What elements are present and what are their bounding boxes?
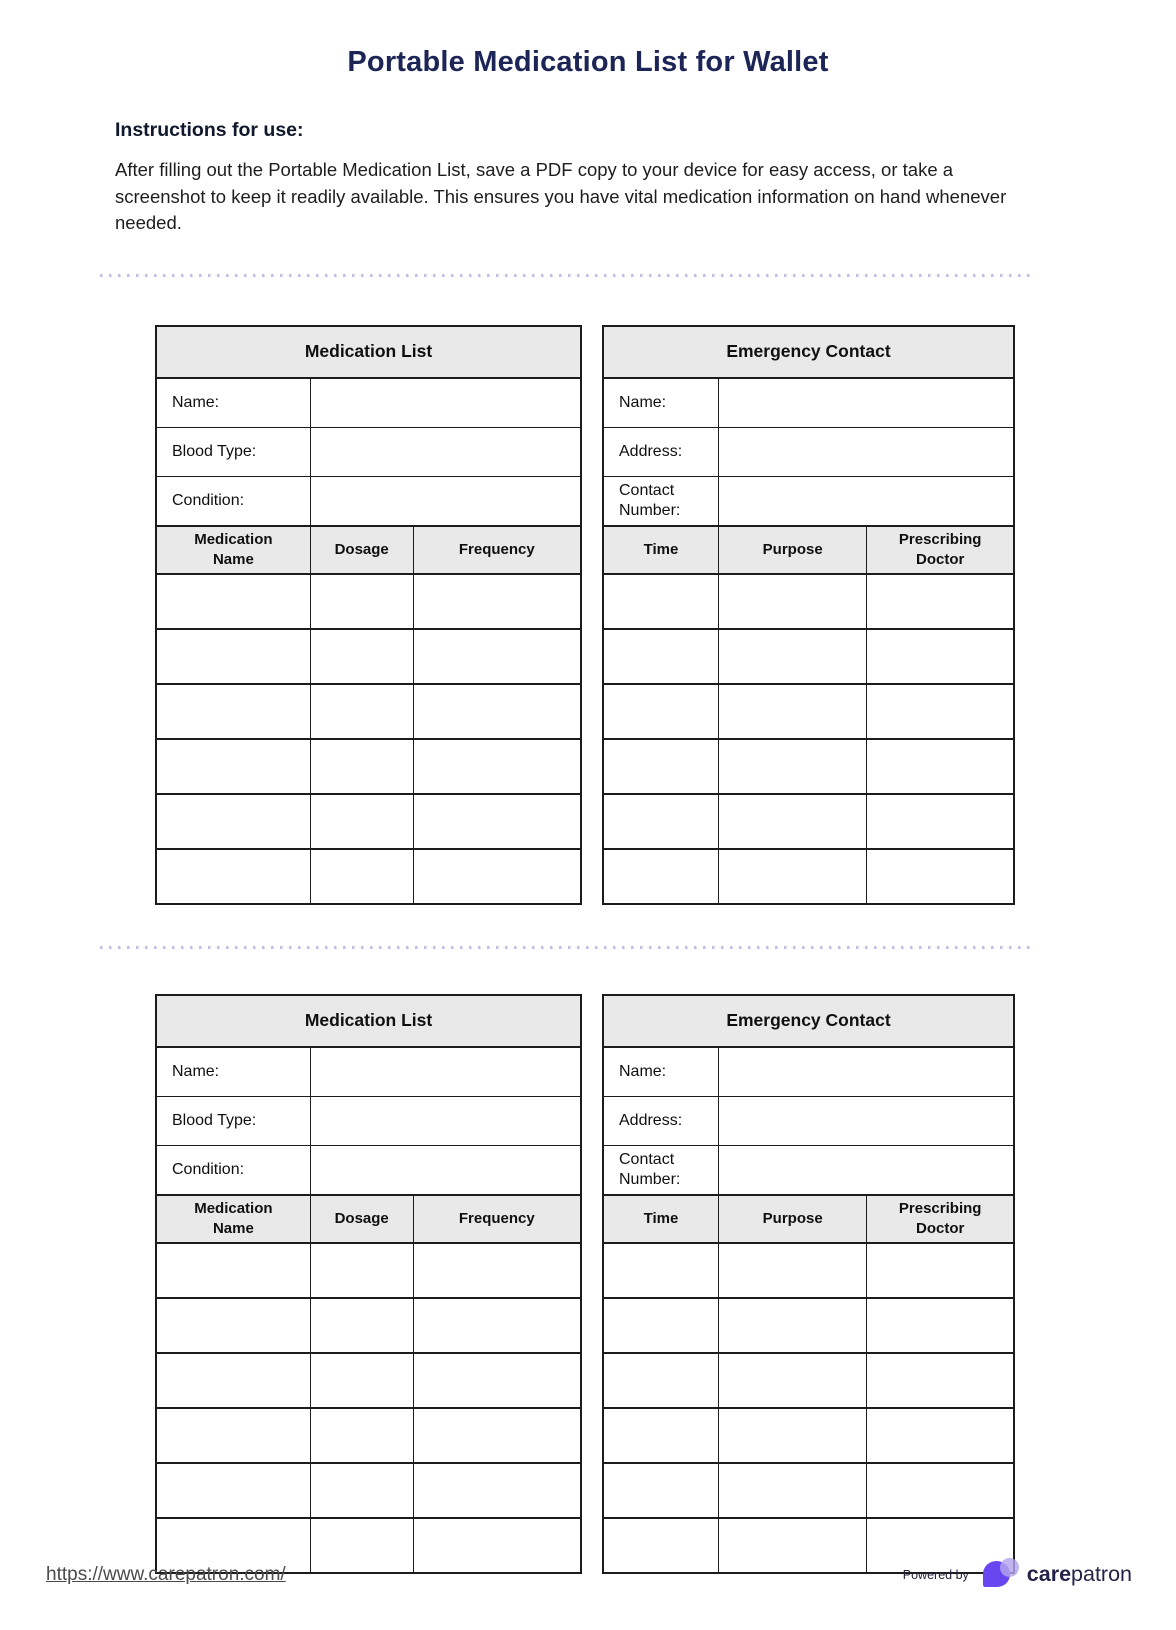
empty-cell[interactable] — [310, 1463, 413, 1518]
empty-cell[interactable] — [156, 794, 310, 849]
contact-number-value-field[interactable] — [718, 1145, 1014, 1195]
empty-table-row — [156, 849, 581, 904]
empty-cell[interactable] — [718, 1298, 866, 1353]
name-value-field[interactable] — [310, 378, 581, 428]
empty-cell[interactable] — [310, 574, 413, 629]
blood-type-value-field[interactable] — [310, 1096, 581, 1145]
empty-cell[interactable] — [718, 629, 866, 684]
address-value-field[interactable] — [718, 1096, 1014, 1145]
condition-value-field[interactable] — [310, 1145, 581, 1195]
empty-cell[interactable] — [867, 684, 1014, 739]
empty-cell[interactable] — [603, 849, 718, 904]
address-value-field[interactable] — [718, 427, 1014, 476]
empty-cell[interactable] — [156, 684, 310, 739]
medication-list-title: Medication List — [156, 326, 581, 378]
empty-table-row — [603, 1463, 1014, 1518]
column-header-time: Time — [603, 526, 718, 574]
empty-table-row — [603, 794, 1014, 849]
empty-cell[interactable] — [310, 1298, 413, 1353]
empty-cell[interactable] — [718, 794, 866, 849]
empty-table-row — [603, 629, 1014, 684]
medication-list-card — [155, 325, 582, 905]
dotted-separator — [100, 274, 1032, 278]
empty-cell[interactable] — [413, 849, 581, 904]
empty-cell[interactable] — [867, 1408, 1014, 1463]
empty-cell[interactable] — [310, 1353, 413, 1408]
empty-table-row — [156, 629, 581, 684]
empty-cell[interactable] — [413, 739, 581, 794]
empty-cell[interactable] — [603, 794, 718, 849]
column-header-medication-name: Medication Name — [156, 1195, 310, 1243]
empty-cell[interactable] — [413, 1298, 581, 1353]
empty-cell[interactable] — [603, 1353, 718, 1408]
column-header-purpose: Purpose — [718, 526, 866, 574]
emergency-contact-title: Emergency Contact — [603, 326, 1014, 378]
carepatron-logo-icon — [983, 1558, 1021, 1588]
empty-cell[interactable] — [603, 684, 718, 739]
contact-number-value-field[interactable] — [718, 476, 1014, 526]
empty-cell[interactable] — [867, 849, 1014, 904]
address-label: Address: — [603, 1096, 718, 1145]
empty-cell[interactable] — [867, 1243, 1014, 1298]
empty-cell[interactable] — [603, 1463, 718, 1518]
wallet-card-section-2 — [155, 994, 1176, 1574]
column-header-medication-name: Medication Name — [156, 526, 310, 574]
instructions-paragraph: After filling out the Portable Medication List, save a PDF copy to your device for easy access, or take a screenshot to keep it readily available. This ensures you have vital medication information on hand whenever needed. — [115, 159, 1007, 233]
column-header-frequency: Frequency — [413, 526, 581, 574]
empty-cell[interactable] — [413, 1408, 581, 1463]
empty-table-row — [603, 739, 1014, 794]
empty-cell[interactable] — [867, 1463, 1014, 1518]
empty-cell[interactable] — [718, 849, 866, 904]
condition-label: Condition: — [156, 476, 310, 526]
empty-cell[interactable] — [156, 1353, 310, 1408]
blood-type-label: Blood Type: — [156, 427, 310, 476]
empty-table-row — [156, 1408, 581, 1463]
page-footer — [0, 1556, 1176, 1606]
empty-cell[interactable] — [156, 849, 310, 904]
empty-table-row — [603, 684, 1014, 739]
medication-list-title: Medication List — [156, 995, 581, 1047]
powered-by-block — [903, 1558, 1132, 1588]
empty-cell[interactable] — [718, 739, 866, 794]
empty-cell[interactable] — [310, 1243, 413, 1298]
empty-table-row — [156, 1243, 581, 1298]
empty-cell[interactable] — [867, 1298, 1014, 1353]
name-value-field[interactable] — [310, 1047, 581, 1097]
powered-by-label: Powered by — [902, 1568, 969, 1582]
empty-cell[interactable] — [310, 684, 413, 739]
empty-table-row — [603, 1408, 1014, 1463]
empty-table-row — [603, 1353, 1014, 1408]
empty-cell[interactable] — [867, 574, 1014, 629]
empty-cell[interactable] — [867, 794, 1014, 849]
empty-cell[interactable] — [413, 1463, 581, 1518]
empty-cell[interactable] — [867, 1353, 1014, 1408]
empty-cell[interactable] — [413, 794, 581, 849]
name-label: Name: — [156, 1047, 310, 1097]
medication-list-card — [155, 994, 582, 1574]
empty-table-row — [603, 1298, 1014, 1353]
column-header-time: Time — [603, 1195, 718, 1243]
empty-cell[interactable] — [718, 1243, 866, 1298]
column-header-dosage: Dosage — [310, 1195, 413, 1243]
empty-cell[interactable] — [603, 1243, 718, 1298]
column-header-purpose: Purpose — [718, 1195, 866, 1243]
carepatron-url-link[interactable]: https://www.carepatron.com/ — [46, 1564, 286, 1585]
empty-table-row — [156, 1463, 581, 1518]
empty-cell[interactable] — [413, 1353, 581, 1408]
empty-cell[interactable] — [413, 1243, 581, 1298]
empty-cell[interactable] — [156, 739, 310, 794]
contact-name-value-field[interactable] — [718, 1047, 1014, 1097]
empty-cell[interactable] — [603, 574, 718, 629]
empty-cell[interactable] — [310, 739, 413, 794]
empty-cell[interactable] — [603, 1408, 718, 1463]
empty-cell[interactable] — [867, 629, 1014, 684]
wallet-card-section-1 — [155, 325, 1176, 905]
empty-cell[interactable] — [156, 1463, 310, 1518]
blood-type-value-field[interactable] — [310, 427, 581, 476]
column-header-dosage: Dosage — [310, 526, 413, 574]
blood-type-label: Blood Type: — [156, 1096, 310, 1145]
column-header-prescribing-doctor: Prescribing Doctor — [867, 1195, 1014, 1243]
empty-cell[interactable] — [867, 739, 1014, 794]
empty-cell[interactable] — [156, 1298, 310, 1353]
dotted-separator — [100, 946, 1032, 950]
empty-table-row — [603, 849, 1014, 904]
instructions-heading: Instructions for use: — [115, 119, 304, 141]
empty-table-row — [603, 574, 1014, 629]
empty-table-row — [156, 739, 581, 794]
address-label: Address: — [603, 427, 718, 476]
empty-table-row — [156, 684, 581, 739]
emergency-contact-title: Emergency Contact — [603, 995, 1014, 1047]
contact-name-label: Name: — [603, 1047, 718, 1097]
empty-table-row — [156, 574, 581, 629]
empty-table-row — [156, 794, 581, 849]
empty-cell[interactable] — [310, 629, 413, 684]
empty-cell[interactable] — [156, 1408, 310, 1463]
empty-cell[interactable] — [310, 1408, 413, 1463]
empty-cell[interactable] — [603, 739, 718, 794]
empty-cell[interactable] — [718, 1353, 866, 1408]
empty-table-row — [603, 1243, 1014, 1298]
contact-name-label: Name: — [603, 378, 718, 428]
empty-cell[interactable] — [718, 1408, 866, 1463]
empty-cell[interactable] — [413, 574, 581, 629]
empty-cell[interactable] — [413, 684, 581, 739]
contact-number-label: Contact Number: — [603, 476, 718, 526]
empty-cell[interactable] — [603, 629, 718, 684]
condition-value-field[interactable] — [310, 476, 581, 526]
empty-cell[interactable] — [310, 794, 413, 849]
column-header-prescribing-doctor: Prescribing Doctor — [867, 526, 1014, 574]
empty-cell[interactable] — [603, 1298, 718, 1353]
empty-cell[interactable] — [310, 849, 413, 904]
empty-cell[interactable] — [156, 1243, 310, 1298]
instructions-block — [115, 119, 1010, 237]
empty-table-row — [156, 1353, 581, 1408]
column-header-frequency: Frequency — [413, 1195, 581, 1243]
empty-cell[interactable] — [718, 684, 866, 739]
empty-table-row — [156, 1298, 581, 1353]
emergency-contact-card — [602, 325, 1015, 905]
empty-cell[interactable] — [156, 629, 310, 684]
contact-name-value-field[interactable] — [718, 378, 1014, 428]
empty-cell[interactable] — [718, 574, 866, 629]
carepatron-wordmark: carepatron — [1026, 1561, 1132, 1586]
name-label: Name: — [156, 378, 310, 428]
contact-number-label: Contact Number: — [603, 1145, 718, 1195]
emergency-contact-card — [602, 994, 1015, 1574]
empty-cell[interactable] — [718, 1463, 866, 1518]
empty-cell[interactable] — [156, 574, 310, 629]
page-title: Portable Medication List for Wallet — [347, 46, 829, 78]
condition-label: Condition: — [156, 1145, 310, 1195]
empty-cell[interactable] — [413, 629, 581, 684]
